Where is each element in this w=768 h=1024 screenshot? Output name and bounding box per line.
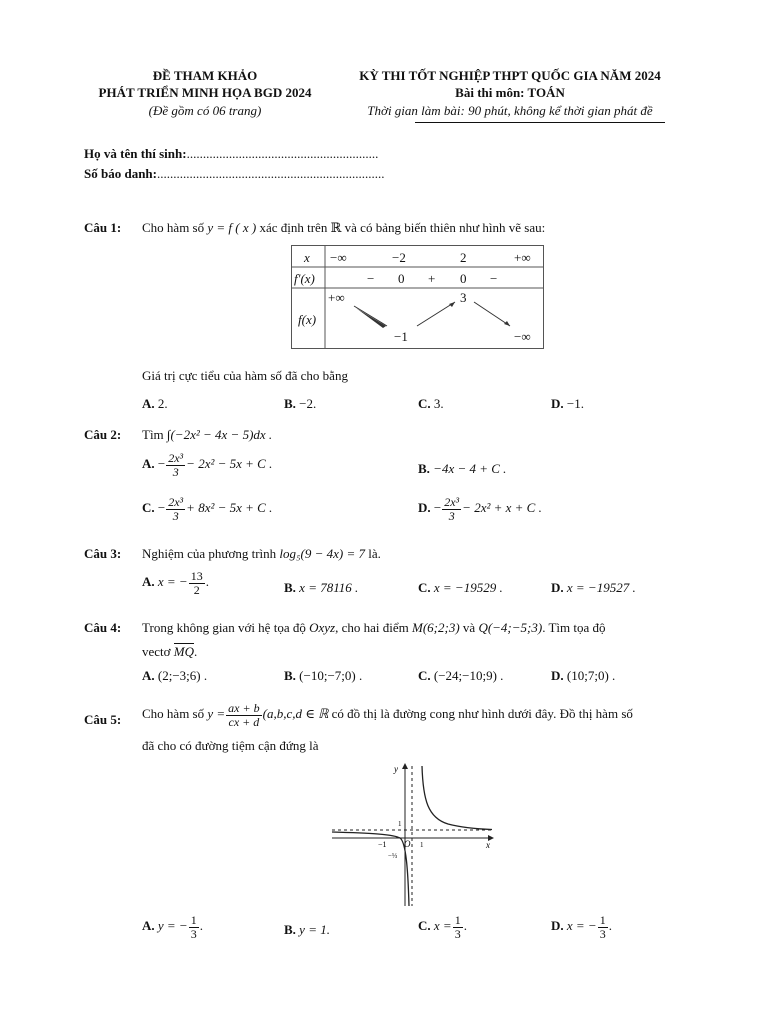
q2-stem [142, 427, 272, 443]
q5-option-b[interactable] [284, 922, 330, 938]
q2-option-a-post: − 2x² − 5x + C . [186, 456, 273, 472]
q2-stem-text: Tìm [142, 427, 164, 442]
q2-option-c-num: 2x³ [168, 495, 184, 509]
q4-stem-text4: . Tìm tọa độ [542, 620, 606, 635]
q5-option-c-num: 1 [454, 913, 461, 927]
q3-option-b[interactable] [284, 580, 358, 596]
q4-option-d-label: D. [551, 668, 564, 683]
q5-stem-num: ax + b [228, 701, 260, 715]
q4-stem-m: M(6;2;3) [412, 620, 460, 635]
candidate-id-label: Số báo danh: [84, 166, 157, 181]
q3-option-c-label: C. [418, 580, 431, 595]
q2-option-b-text: −4x − 4 + C . [433, 461, 507, 476]
header-left-pages: (Đề gồm có 06 trang) [148, 103, 262, 118]
q3-option-d-label: D. [551, 580, 564, 595]
q5-option-c-pre: x = [433, 918, 452, 934]
candidate-id-row [84, 166, 384, 182]
q2-option-c-pre: − [157, 500, 166, 516]
q4-stem-text: Trong không gian với hệ tọa độ [142, 620, 306, 635]
q1-fp-zero-2: 0 [460, 271, 467, 286]
q1-x-neg-inf: −∞ [330, 250, 347, 265]
q3-option-a-frac [189, 570, 205, 596]
q5-label: Câu 5: [84, 712, 122, 727]
q2-option-b-label: B. [418, 461, 430, 476]
header-right-subject: Bài thi môn: TOÁN [455, 85, 565, 100]
q1-table-fp-label: f′(x) [294, 271, 315, 286]
q5-tick-y1: 1 [398, 820, 402, 828]
q1-table-x-label: x [304, 250, 310, 265]
q5-option-b-text: y = 1. [299, 922, 330, 937]
q5-option-b-label: B. [284, 922, 296, 937]
q2-option-a-num: 2x³ [168, 451, 184, 465]
q3-option-c-text: x = −19529 . [433, 580, 503, 595]
q3-option-a-post: . [205, 574, 209, 590]
q1-option-d[interactable] [551, 396, 584, 412]
q4-stem-sys: Oxyz [309, 620, 336, 635]
q3-option-a-pre: x = − [157, 574, 188, 590]
q3-option-a[interactable] [142, 570, 209, 596]
q1-x-pos-inf: +∞ [514, 250, 531, 265]
q4-option-a-text: (2;−3;6) . [157, 668, 208, 683]
q5-option-d[interactable] [551, 914, 612, 940]
q4-option-b-label: B. [284, 668, 296, 683]
q5-stem-text: Cho hàm số [142, 706, 205, 722]
q1-f-bottom-right: −∞ [514, 329, 531, 344]
q1-stem [142, 220, 545, 236]
header-underline [415, 122, 665, 123]
q4-option-b-text: (−10;−7;0) . [299, 668, 363, 683]
q5-option-d-frac [598, 914, 608, 940]
q3-stem [142, 546, 381, 562]
q4-stem-text3: và [462, 620, 476, 635]
q5-option-c-frac [453, 914, 463, 940]
q1-table-f-label: f(x) [298, 312, 317, 327]
q5-stem-den: cx + d [228, 714, 260, 729]
q4-stem-line2 [142, 644, 197, 660]
q5-option-d-pre: x = − [566, 918, 597, 934]
q4-label: Câu 4: [84, 620, 122, 635]
candidate-name-label: Họ và tên thí sinh: [84, 146, 187, 161]
q1-stem-func: y = f ( x ) [207, 220, 257, 235]
q2-option-b[interactable] [418, 461, 506, 477]
q3-option-a-label: A. [142, 574, 155, 590]
q1-arrow-down-1 [356, 308, 386, 328]
q5-tick-neg1: −1 [378, 840, 387, 849]
q5-label-x: x [486, 840, 490, 850]
q1-option-b-text: −2. [299, 396, 317, 411]
q5-graph [328, 760, 498, 910]
q1-stem-text: Cho hàm số [142, 220, 205, 235]
q5-option-c-label: C. [418, 918, 431, 934]
q2-option-a-label: A. [142, 456, 155, 472]
q4-option-c-text: (−24;−10;9) . [433, 668, 504, 683]
q2-label: Câu 2: [84, 427, 122, 442]
q3-option-b-label: B. [284, 580, 296, 595]
q4-stem-line2-text: vectơ [142, 644, 171, 659]
q5-stem-cond: (a,b,c,d ∈ ℝ [262, 706, 329, 722]
q3-stem-text2: là. [368, 546, 381, 561]
q1-x-neg2: −2 [392, 250, 406, 265]
q3-label: Câu 3: [84, 546, 122, 561]
q5-option-c-post: . [463, 918, 467, 934]
q5-option-a-pre: y = − [157, 918, 188, 934]
q1-stem-text3: và có bảng biến thiên như hình vẽ sau: [344, 220, 546, 235]
q3-stem-eq: log₅(9 − 4x) = 7 [279, 546, 366, 561]
q2-option-d-den: 3 [448, 508, 455, 523]
q4-option-a[interactable] [142, 668, 207, 684]
q2-option-c-post: + 8x² − 5x + C . [186, 500, 273, 516]
q5-stem-text2: có đồ thị là đường cong như hình dưới đây. Đồ thị hàm số [331, 706, 633, 722]
q4-stem-q: Q(−4;−5;3) [478, 620, 543, 635]
header-left-subtitle: PHÁT TRIỂN MINH HỌA BGD 2024 [98, 85, 312, 100]
q4-option-d-text: (10;7;0) . [566, 668, 616, 683]
q1-option-b[interactable] [284, 396, 316, 412]
q1-f-top-mid: 3 [460, 290, 467, 305]
q1-option-a-text: 2. [157, 396, 168, 411]
q2-option-a-pre: − [157, 456, 166, 472]
q2-option-d-frac [442, 496, 461, 522]
q4-option-d[interactable] [551, 668, 615, 684]
q5-stem-frac [226, 702, 261, 728]
q5-option-d-label: D. [551, 918, 564, 934]
q3-option-c[interactable] [418, 580, 503, 596]
q3-option-a-num: 13 [190, 569, 203, 583]
candidate-name-row [84, 146, 378, 162]
q2-option-d-post: − 2x² + x + C . [462, 500, 542, 516]
q5-tick-pos1: 1 [420, 841, 424, 849]
q2-option-d-num: 2x³ [444, 495, 460, 509]
q4-stem [142, 620, 606, 636]
q1-label: Câu 1: [84, 220, 122, 235]
q4-stem-text2: , cho hai điểm [335, 620, 409, 635]
q2-option-a-den: 3 [172, 464, 179, 479]
q1-x-2: 2 [460, 250, 467, 265]
q5-option-d-den: 3 [599, 926, 606, 941]
q3-stem-text: Nghiệm của phương trình [142, 546, 277, 561]
q1-option-c[interactable] [418, 396, 444, 412]
header-right-title: KỲ THI TỐT NGHIỆP THPT QUỐC GIA NĂM 2024 [359, 68, 661, 83]
header-left-title: ĐỀ THAM KHẢO [152, 68, 258, 83]
q1-fp-zero-1: 0 [398, 271, 405, 286]
q3-option-d[interactable] [551, 580, 636, 596]
q5-label-o: O [404, 839, 411, 849]
candidate-name-dots: ........................................................... [186, 146, 379, 161]
q2-option-a[interactable] [142, 452, 272, 478]
q1-option-c-label: C. [418, 396, 431, 411]
q2-option-c-frac [166, 496, 185, 522]
q2-option-d-label: D. [418, 500, 431, 516]
q5-label-y: y [394, 764, 398, 774]
q4-option-c-label: C. [418, 668, 431, 683]
q5-option-d-post: . [608, 918, 612, 934]
q1-option-a[interactable] [142, 396, 168, 412]
q1-stem-set: ℝ [330, 220, 342, 235]
q1-variation-table [291, 245, 544, 349]
q5-stem-line2: đã cho có đường tiệm cận đứng là [142, 738, 319, 753]
q2-option-a-frac [166, 452, 185, 478]
q1-stem-text2: xác định trên [259, 220, 328, 235]
q3-option-b-text: x = 78116 . [299, 580, 359, 595]
q1-option-d-label: D. [551, 396, 564, 411]
q1-prompt: Giá trị cực tiểu của hàm số đã cho bằng [142, 368, 348, 383]
q1-f-bottom-mid: −1 [394, 329, 408, 344]
q5-option-a[interactable] [142, 914, 203, 940]
q1-f-top-left: +∞ [328, 290, 345, 305]
q2-option-d[interactable] [418, 496, 542, 522]
q1-option-c-text: 3. [433, 396, 444, 411]
q5-option-a-post: . [199, 918, 203, 934]
q5-curve-right [422, 766, 492, 830]
q5-option-a-den: 3 [190, 926, 197, 941]
q5-option-a-frac [189, 914, 199, 940]
q5-stem-yeq: y = [207, 706, 226, 722]
q4-option-b[interactable] [284, 668, 362, 684]
q1-fp-sign-3: − [490, 271, 498, 286]
q5-option-a-num: 1 [190, 913, 197, 927]
header-right-time: Thời gian làm bài: 90 phút, không kể thời gian phát đề [367, 103, 653, 118]
q5-option-c[interactable] [418, 914, 467, 940]
q1-option-d-text: −1. [566, 396, 584, 411]
q4-option-a-label: A. [142, 668, 155, 683]
q5-stem [142, 702, 633, 728]
q2-option-c-label: C. [142, 500, 155, 516]
q3-option-a-den: 2 [193, 582, 200, 597]
q5-option-d-num: 1 [599, 913, 606, 927]
q1-option-b-label: B. [284, 396, 296, 411]
q5-curve-left [332, 832, 409, 906]
q1-option-a-label: A. [142, 396, 155, 411]
q1-fp-sign-2: + [428, 271, 436, 286]
q4-stem-end: . [194, 644, 198, 659]
q2-option-c-den: 3 [172, 508, 179, 523]
q5-option-c-den: 3 [454, 926, 461, 941]
q2-option-c[interactable] [142, 496, 272, 522]
q5-option-a-label: A. [142, 918, 155, 934]
q4-option-c[interactable] [418, 668, 503, 684]
q2-integral: ∫(−2x² − 4x − 5)dx . [166, 427, 273, 442]
q5-tick-neg-third: −⅓ [388, 852, 398, 860]
q3-option-d-text: x = −19527 . [566, 580, 636, 595]
candidate-id-dots: ...................................................................... [156, 166, 385, 181]
q4-stem-vector: MQ [173, 644, 194, 659]
q2-option-d-pre: − [433, 500, 442, 516]
q1-fp-sign-1: − [367, 271, 375, 286]
